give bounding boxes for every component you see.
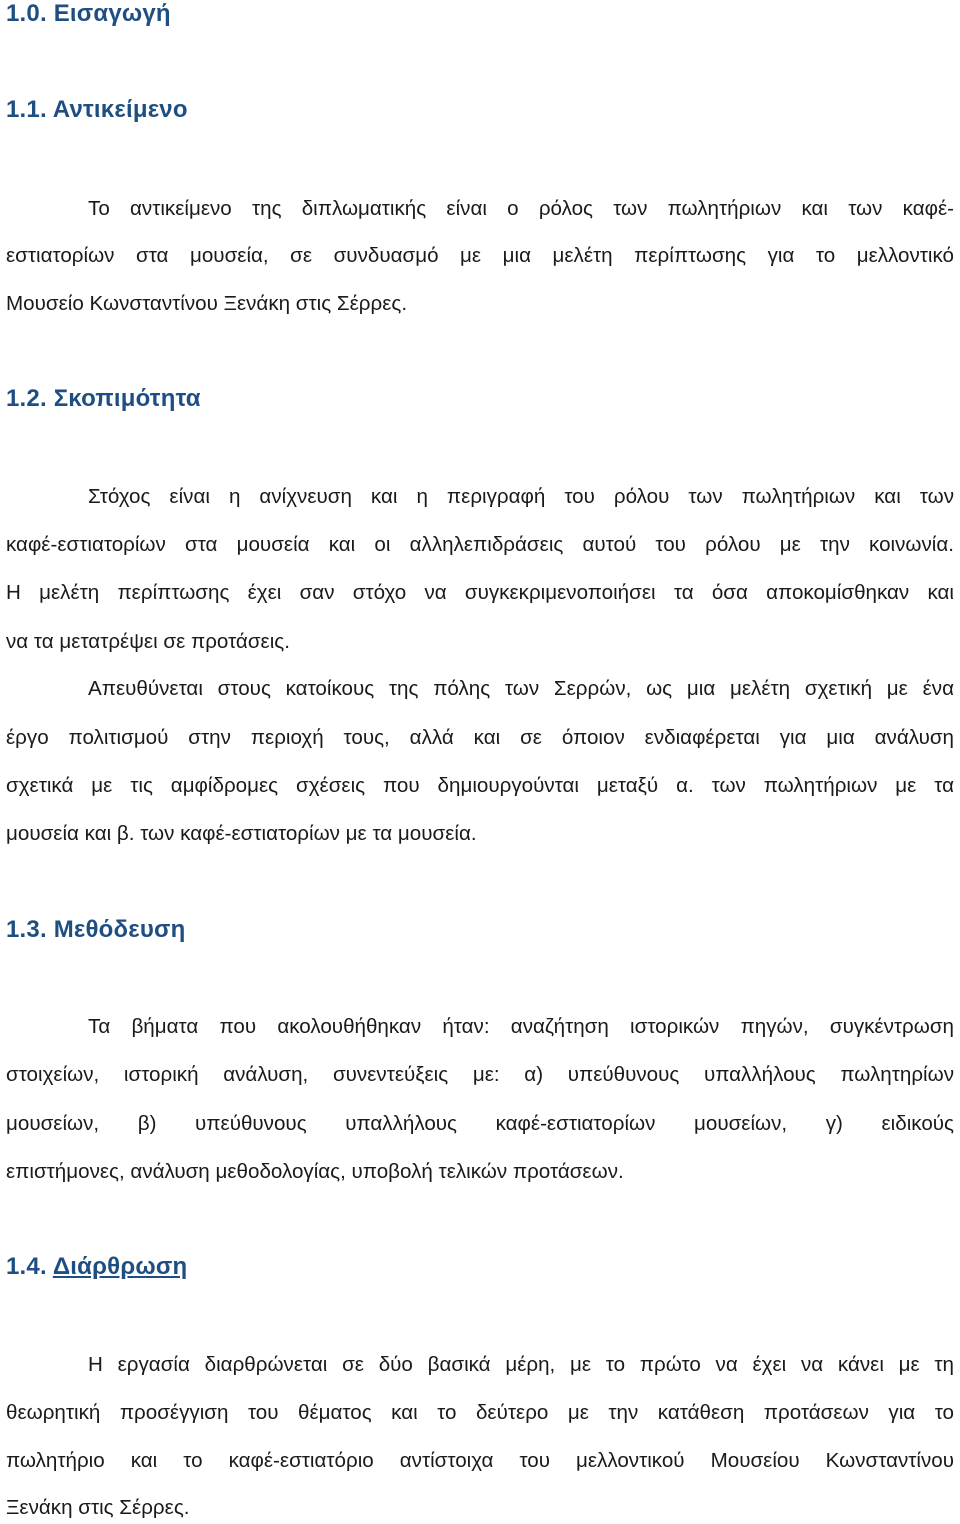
heading-structure-number: 1.4. xyxy=(6,1253,47,1280)
objective-line-3: Μουσείο Κωνσταντίνου Ξενάκη στις Σέρρες. xyxy=(6,292,408,315)
heading-methodology: 1.3. Μεθόδευση xyxy=(6,916,186,943)
objective-line-2: εστιατορίων στα μουσεία, σε συνδυασμό με μια μελέτη περίπτωσης για το μελλοντικό xyxy=(6,244,954,267)
heading-introduction: 1.0. Εισαγωγή xyxy=(6,0,171,27)
heading-structure-title: Διάρθρωση xyxy=(52,1253,188,1280)
purpose-line-7: σχετικά με τις αμφίδρομες σχέσεις που δημιουργούνται μεταξύ α. των πωλητήριων με τα xyxy=(6,774,954,797)
heading-objective: 1.1. Αντικείμενο xyxy=(6,96,188,123)
heading-structure xyxy=(6,1253,187,1281)
purpose-line-4: να τα μετατρέψει σε προτάσεις. xyxy=(6,630,290,653)
methodology-line-1: Τα βήματα που ακολουθήθηκαν ήταν: αναζήτηση ιστορικών πηγών, συγκέντρωση xyxy=(88,1015,954,1038)
purpose-line-8: μουσεία και β. των καφέ-εστιατορίων με τα μουσεία. xyxy=(6,822,477,845)
methodology-line-4: επιστήμονες, ανάλυση μεθοδολογίας, υποβολή τελικών προτάσεων. xyxy=(6,1160,624,1183)
structure-line-4: Ξενάκη στις Σέρρες. xyxy=(6,1496,190,1519)
purpose-line-3: Η μελέτη περίπτωσης έχει σαν στόχο να συγκεκριμενοποιήσει τα όσα αποκομίσθηκαν και xyxy=(6,581,954,604)
purpose-line-5: Απευθύνεται στους κατοίκους της πόλης των Σερρών, ως μια μελέτη σχετική με ένα xyxy=(88,677,954,700)
methodology-line-3: μουσείων, β) υπεύθυνους υπαλλήλους καφέ-εστιατορίων μουσείων, γ) ειδικούς xyxy=(6,1112,954,1135)
methodology-line-2: στοιχείων, ιστορική ανάλυση, συνεντεύξεις με: α) υπεύθυνους υπαλλήλους πωλητηρίων xyxy=(6,1063,954,1086)
heading-purpose: 1.2. Σκοπιμότητα xyxy=(6,385,201,412)
purpose-line-6: έργο πολιτισμού στην περιοχή τους, αλλά και σε όποιον ενδιαφέρεται για μια ανάλυση xyxy=(6,726,954,749)
structure-line-1: Η εργασία διαρθρώνεται σε δύο βασικά μέρη, με το πρώτο να έχει να κάνει με τη xyxy=(88,1353,954,1376)
structure-line-3: πωλητήριο και το καφέ-εστιατόριο αντίστοιχα του μελλοντικού Μουσείου Κωνσταντίνου xyxy=(6,1449,954,1472)
structure-line-2: θεωρητική προσέγγιση του θέματος και το δεύτερο με την κατάθεση προτάσεων για το xyxy=(6,1401,954,1424)
purpose-line-2: καφέ-εστιατορίων στα μουσεία και οι αλληλεπιδράσεις αυτού του ρόλου με την κοινωνία. xyxy=(6,533,954,556)
purpose-line-1: Στόχος είναι η ανίχνευση και η περιγραφή του ρόλου των πωλητήριων και των xyxy=(88,485,954,508)
objective-line-1: Το αντικείμενο της διπλωματικής είναι ο ρόλος των πωλητήριων και των καφέ- xyxy=(88,197,954,220)
